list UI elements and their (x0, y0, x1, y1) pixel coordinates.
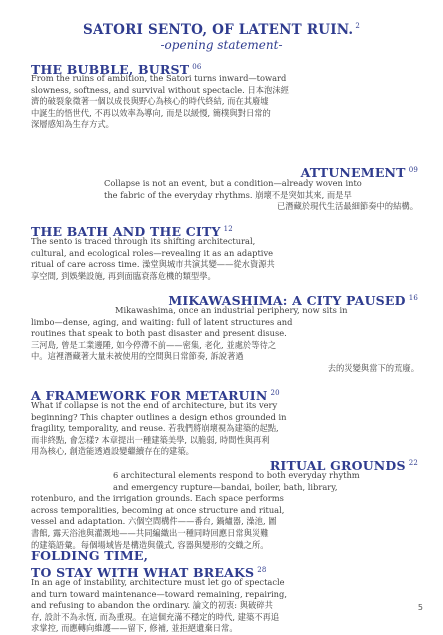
body-text-line: 濟的破裂象徵著一個以成長與野心為核心的時代終結, 而在其廢墟 (31, 96, 269, 107)
section-page-ref: 28 (257, 566, 267, 574)
body-text-line: and refusing to abandon the ordinary. 論文的初衷: 與破碎共 (31, 600, 273, 611)
section-heading-text: THE BATH AND THE CITY (31, 224, 221, 239)
body-text-line: slowness, softness, and survival without spectacle. 日本泡沫經 (31, 84, 289, 95)
body-text-line: 去的災變與當下的荒廢。 (327, 362, 419, 373)
body-text-line: 享空間, 到娛樂設施, 再到面臨衰落危機的類型學。 (31, 270, 216, 281)
body-text-line: limbo—dense, aging, and waiting: full of latent structures and (31, 316, 293, 327)
body-text-line: 三河島, 曾是工業邊陲, 如今停滯不前——密集, 老化, 並處於等待之 (31, 339, 277, 350)
body-text-line: 書館, 露天浴池與灌溉地——共同編織出一種同時回應日常與災難 (31, 527, 269, 538)
body-text-line: and turn toward maintenance—toward remaining, repairing, (31, 588, 287, 599)
section-body-framework (31, 400, 421, 458)
body-text-line: Collapse is not an event, but a condition—already woven into (104, 178, 362, 188)
body-text-line: 6 architectural elements respond to both everyday rhythm (113, 470, 360, 480)
body-text-line: 用為核心, 創造能透過設變繼續存在的建築。 (31, 446, 194, 457)
body-text-line: 的建築語彙。每個場域皆是構造與儀式, 容器與變形的交織之所。 (31, 539, 269, 550)
body-text-line: vessel and adaptation. 六個空間構件——番台, 鍋爐器, 澡池, 圖 (31, 516, 277, 527)
body-text-line: beginning? This chapter outlines a design ethos grounded in (31, 411, 287, 422)
section-page-ref: 12 (223, 225, 233, 233)
section-body-attunement (28, 178, 418, 213)
section-heading-text: A FRAMEWORK FOR METARUIN (31, 388, 268, 403)
section-page-ref: 06 (192, 63, 202, 71)
section-body-bubble (31, 73, 421, 131)
section-heading-text: MIKAWASHIMA: A CITY PAUSED (168, 293, 406, 308)
section-body-bath-city (31, 236, 421, 282)
body-text-line: 深層感知為生存方式。 (31, 119, 114, 130)
body-text-line: and emergency rupture—bandai, boiler, bath, library, (113, 481, 338, 492)
section-body-folding-time (31, 577, 421, 635)
section-heading-text: THE BUBBLE, BURST (31, 62, 190, 77)
body-text-line: 而非終點, 會怎樣? 本章提出一種建築美學, 以脆弱, 時間性與再利 (31, 434, 270, 445)
body-text-line: fragility, temporality, and reuse. 若我們將崩壞視為建築的起點, (31, 423, 279, 434)
body-text-line: What if collapse is not the end of architecture, but its very (31, 400, 278, 410)
section-heading-folding-time (31, 549, 148, 563)
body-text-line: rotenburo, and the irrigation grounds. Each space performs (31, 493, 284, 504)
section-heading-text: FOLDING TIME, (31, 548, 149, 563)
body-text-line: The sento is traced through its shifting architectural, (31, 236, 256, 246)
body-text-line: In an age of instability, architecture must let go of spectacle (31, 577, 285, 587)
document-title-text: SATORI SENTO, OF LATENT RUIN. (83, 22, 354, 38)
body-text-line: ritual of care across time. 澡堂與城市共演其變——從水資源共 (31, 259, 275, 270)
section-page-ref: 16 (408, 294, 418, 302)
body-text-line: across temporalities, becoming at once structure and ritual, (31, 504, 285, 515)
section-page-ref: 20 (270, 389, 280, 397)
section-body-ritual-grounds (31, 470, 421, 551)
body-text-line: 存, 設計不為永恆, 而為重現。在這個充滿不穩定的時代, 建築不再追 (31, 611, 280, 622)
section-heading-text: TO STAY WITH WHAT BREAKS (31, 565, 255, 580)
body-text-line: the fabric of the everyday rhythms. 崩壞不是突如其來, 而是早 (104, 189, 352, 200)
body-text-line: 中誕生的悟世代, 不再以效率為導向, 而是以緩慢, 簡樸與對日常的 (31, 107, 271, 118)
body-text-line: routines that speak to both past disaster and present disuse. (31, 328, 287, 339)
section-heading-text: ATTUNEMENT (300, 165, 406, 180)
title-page-ref: 2 (355, 22, 360, 30)
body-text-line: From the ruins of ambition, the Satori turns inward—toward (31, 73, 287, 83)
document-title (0, 22, 443, 38)
section-heading-text: RITUAL GROUNDS (269, 458, 406, 473)
body-text-line: Mikawashima, once an industrial periphery, now sits in (115, 305, 348, 315)
body-text-line: 中。這裡潛藏著大量未被使用的空間與日常節奏, 訴說著過 (31, 351, 244, 362)
page-number: 5 (417, 603, 423, 612)
document-subtitle: -opening statement- (160, 38, 283, 52)
body-text-line: 已潛藏於現代生活最細節奏中的結構。 (276, 201, 418, 212)
body-text-line: cultural, and ecological roles—revealing it as an adaptive (31, 247, 274, 258)
section-page-ref: 09 (408, 166, 418, 174)
body-text-line: 求掌控, 而應轉向維護——留下, 修補, 並拒絕遺棄日常。 (31, 623, 238, 634)
section-body-mikawashima (31, 305, 419, 375)
section-page-ref: 22 (408, 459, 418, 467)
